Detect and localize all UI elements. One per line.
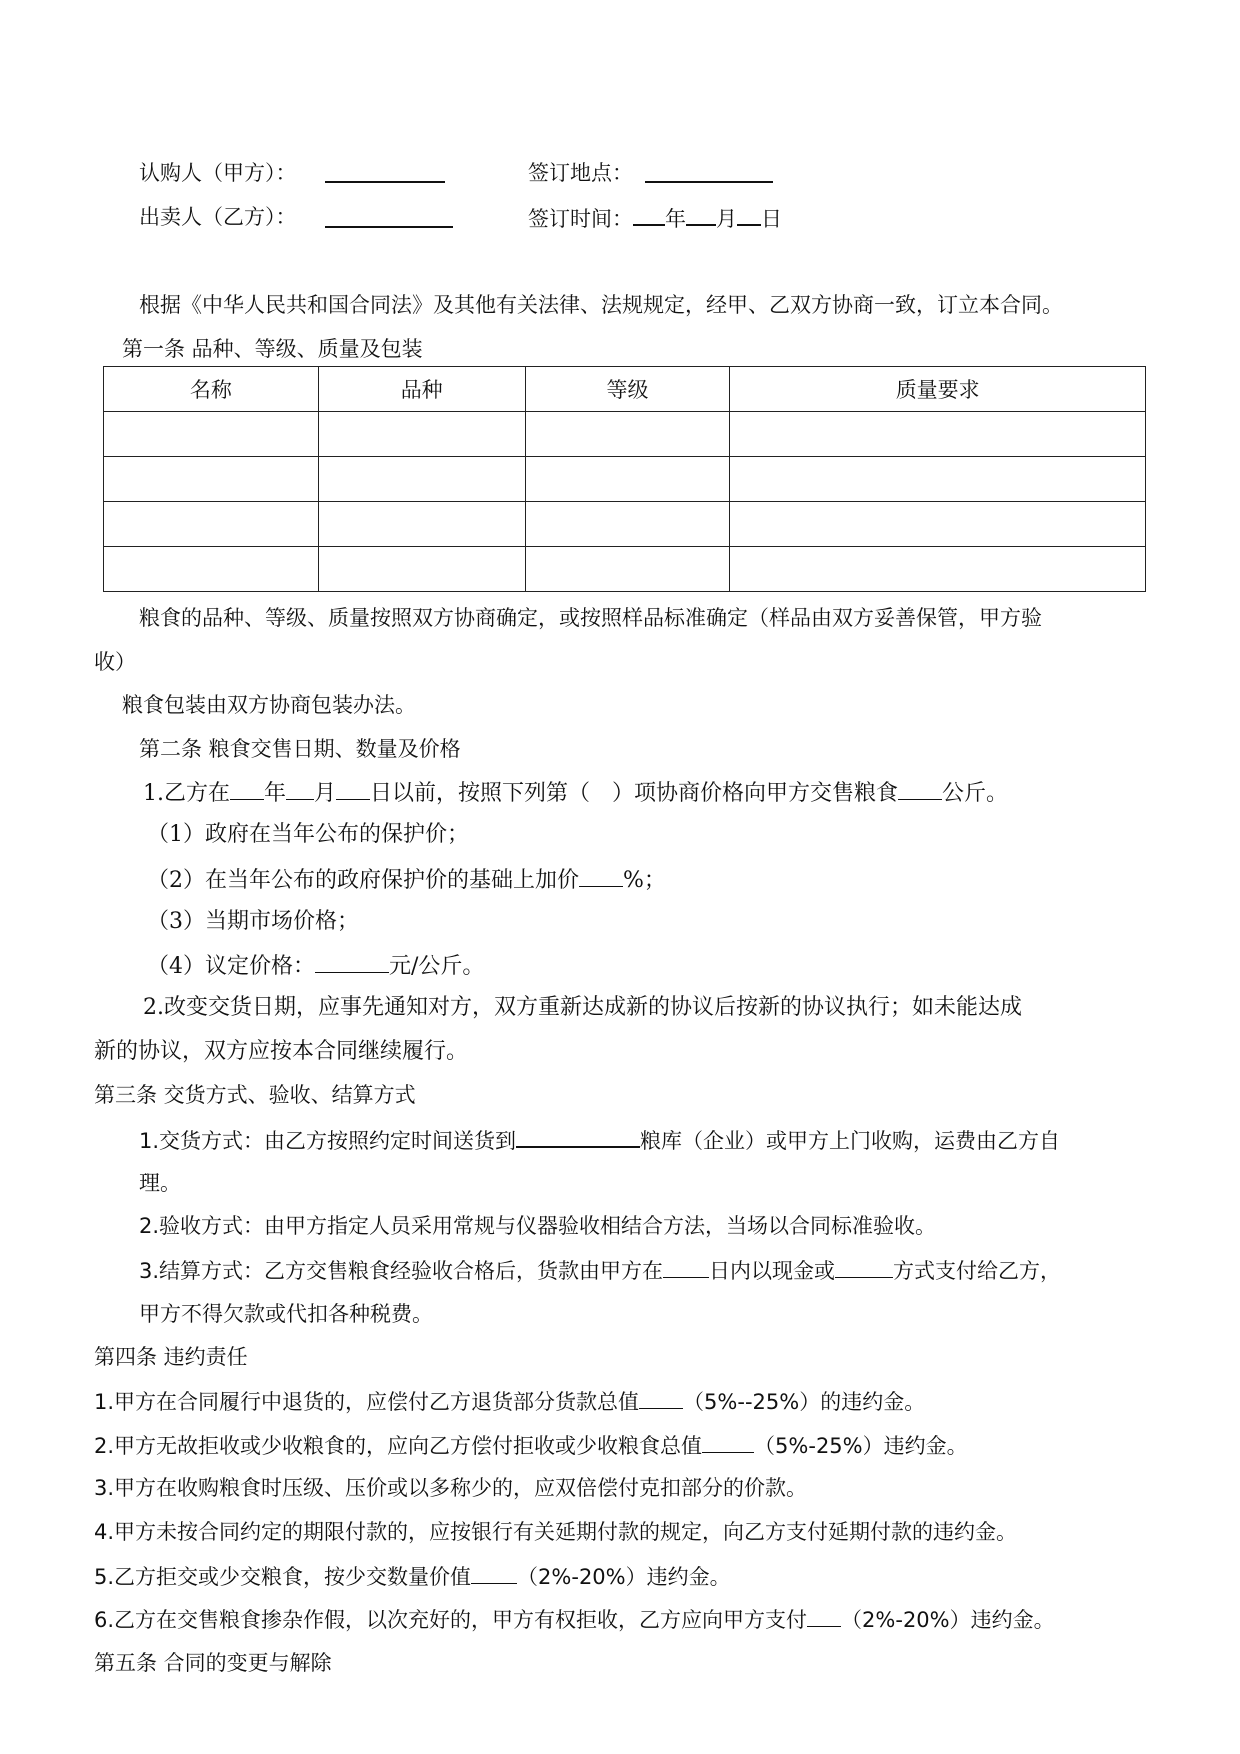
- settlement-text: 3.结算方式：乙方交售粮食经验收合格后，货款由甲方在: [139, 1259, 664, 1283]
- option-2-end: %；: [623, 868, 666, 893]
- delivery-text: 1.交货方式：由乙方按照约定时间送货到: [139, 1129, 517, 1153]
- liability-6-text: 6.乙方在交售粮食掺杂作假，以次充好的，甲方有权拒收，乙方应向甲方支付: [94, 1608, 808, 1632]
- table-cell[interactable]: [525, 412, 730, 457]
- article-2-item2-line2: 新的协议，双方应按本合同继续履行。: [94, 1039, 469, 1064]
- time-label: 签订时间：: [528, 207, 633, 231]
- table-row: [104, 412, 1146, 457]
- delivery-end: 粮库（企业）或甲方上门收购，运费由乙方自: [640, 1129, 1061, 1153]
- option-2: [147, 864, 666, 896]
- day-fill-blank: [336, 777, 370, 800]
- table-row: [104, 502, 1146, 547]
- inspection-method: 2.验收方式：由甲方指定人员采用常规与仪器验收相结合方法，当场以合同标准验收。: [139, 1214, 937, 1238]
- day-blank: [737, 202, 761, 226]
- liability-3: 3.甲方在收购粮食时压级、压价或以多称少的，应双倍偿付克扣部分的价款。: [94, 1476, 808, 1500]
- liability-2-text: 2.甲方无故拒收或少收粮食的，应向乙方偿付拒收或少收粮食总值: [94, 1434, 703, 1458]
- markup-blank: [579, 864, 623, 887]
- settlement-method: [139, 1255, 1061, 1286]
- delivery-method-cont: 理。: [139, 1171, 181, 1195]
- granary-blank: [516, 1124, 640, 1148]
- article-5-title: 第五条 合同的变更与解除: [94, 1651, 332, 1675]
- liability-5: [94, 1561, 731, 1592]
- year-fill-blank: [230, 777, 264, 800]
- article-2-item2-line1: 2.改变交货日期，应事先通知对方，双方重新达成新的协议后按新的协议执行；如未能达成: [143, 995, 1022, 1020]
- liability-1: [94, 1386, 925, 1417]
- liability-2-end: （5%-25%）违约金。: [754, 1434, 968, 1458]
- day-label: 日: [761, 207, 782, 231]
- liability-2: [94, 1430, 968, 1461]
- table-cell[interactable]: [318, 457, 525, 502]
- table-cell[interactable]: [318, 547, 525, 592]
- col-name-header: 名称: [104, 367, 319, 412]
- article-1-para2: 粮食包装由双方协商包装办法。: [122, 693, 416, 717]
- table-cell[interactable]: [730, 502, 1146, 547]
- option-4: [147, 950, 484, 982]
- place-blank: [645, 181, 773, 183]
- table-cell[interactable]: [730, 457, 1146, 502]
- table-cell[interactable]: [525, 547, 730, 592]
- article-1-para1-line1: 粮食的品种、等级、质量按照双方协商确定，或按照样品标准确定（样品由双方妥善保管，甲方验: [139, 606, 1042, 630]
- option-2-text: （2）在当年公布的政府保护价的基础上加价: [147, 868, 579, 893]
- col-grade-header: 等级: [525, 367, 730, 412]
- liability-5-text: 5.乙方拒交或少交粮食，按少交数量价值: [94, 1565, 472, 1589]
- table-cell[interactable]: [104, 502, 319, 547]
- item1-middle: 日以前，按照下列第（ ）项协商价格向甲方交售粮食: [370, 781, 899, 806]
- article-3-title: 第三条 交货方式、验收、结算方式: [94, 1083, 416, 1107]
- article-2-title: 第二条 粮食交售日期、数量及价格: [139, 737, 461, 761]
- month-fill-blank: [286, 777, 314, 800]
- item1-year: 年: [264, 781, 287, 806]
- liability-5-blank: [471, 1561, 517, 1584]
- option-4-end: 元/公斤。: [389, 954, 485, 979]
- seller-blank: [325, 226, 453, 228]
- month-blank: [686, 202, 716, 226]
- table-row: [104, 457, 1146, 502]
- quantity-blank: [898, 777, 942, 800]
- liability-6-blank: [807, 1604, 841, 1627]
- year-label: 年: [665, 207, 686, 231]
- item1-prefix: 1.乙方在: [143, 781, 230, 806]
- col-quality-header: 质量要求: [730, 367, 1146, 412]
- table-cell[interactable]: [104, 547, 319, 592]
- liability-2-blank: [702, 1430, 754, 1453]
- sign-time-label: [528, 202, 782, 234]
- table-cell[interactable]: [730, 412, 1146, 457]
- article-1-para1-line2: 收）: [94, 650, 136, 674]
- liability-1-text: 1.甲方在合同履行中退货的，应偿付乙方退货部分货款总值: [94, 1390, 640, 1414]
- article-1-title: 第一条 品种、等级、质量及包装: [122, 337, 423, 361]
- buyer-label: 认购人（甲方）：: [139, 161, 297, 185]
- table-cell[interactable]: [318, 412, 525, 457]
- liability-1-end: （5%--25%）的违约金。: [683, 1390, 926, 1414]
- liability-6-end: （2%-20%）违约金。: [841, 1608, 1055, 1632]
- option-3: （3）当期市场价格；: [147, 909, 359, 934]
- month-label: 月: [716, 207, 737, 231]
- table-cell[interactable]: [104, 412, 319, 457]
- option-1: （1）政府在当年公布的保护价；: [147, 822, 469, 847]
- settlement-mid: 日内以现金或: [709, 1259, 836, 1283]
- delivery-method: [139, 1124, 1060, 1156]
- table-cell[interactable]: [525, 457, 730, 502]
- spec-table: [103, 366, 1146, 592]
- payment-method-blank: [835, 1255, 893, 1278]
- settlement-method-cont: 甲方不得欠款或代扣各种税费。: [139, 1302, 433, 1326]
- article-4-title: 第四条 违约责任: [94, 1345, 248, 1369]
- seller-label: 出卖人（乙方）：: [139, 205, 297, 229]
- liability-1-blank: [639, 1386, 683, 1409]
- liability-5-end: （2%-20%）违约金。: [517, 1565, 731, 1589]
- item1-month: 月: [314, 781, 337, 806]
- table-cell[interactable]: [525, 502, 730, 547]
- article-2-item1: [143, 777, 1008, 809]
- year-blank: [633, 202, 665, 226]
- settlement-end: 方式支付给乙方，: [893, 1259, 1062, 1283]
- buyer-blank: [325, 181, 445, 183]
- item1-end: 公斤。: [942, 781, 1009, 806]
- table-cell[interactable]: [730, 547, 1146, 592]
- table-header-row: [104, 367, 1146, 412]
- table-row: [104, 547, 1146, 592]
- agreed-price-blank: [315, 950, 389, 973]
- days-blank: [663, 1255, 709, 1278]
- liability-4: 4.甲方未按合同约定的期限付款的，应按银行有关延期付款的规定，向乙方支付延期付款的违约金。: [94, 1520, 1018, 1544]
- place-label: 签订地点：: [528, 161, 633, 185]
- table-cell[interactable]: [318, 502, 525, 547]
- table-cell[interactable]: [104, 457, 319, 502]
- liability-6: [94, 1604, 1055, 1635]
- option-4-text: （4）议定价格：: [147, 954, 315, 979]
- intro-paragraph: 根据《中华人民共和国合同法》及其他有关法律、法规规定，经甲、乙双方协商一致，订立本合同。: [139, 293, 1063, 317]
- col-variety-header: 品种: [318, 367, 525, 412]
